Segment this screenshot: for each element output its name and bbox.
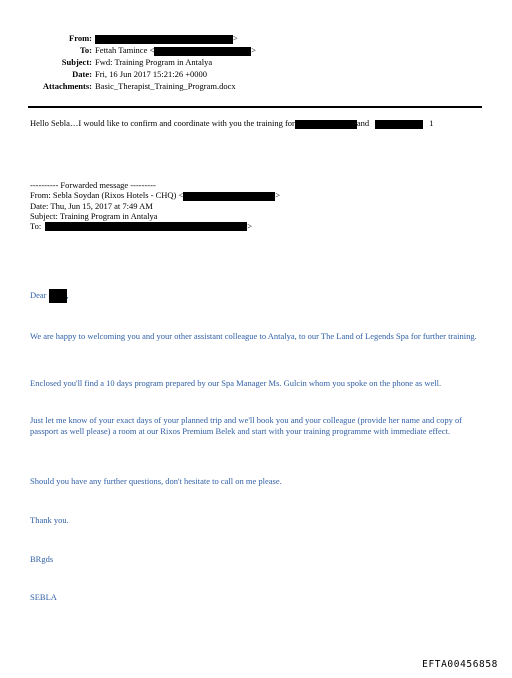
- paragraph-1: We are happy to welcoming you and your other assistant colleague to Antalya, to our The Land of Legends Spa for further training.: [30, 331, 477, 341]
- forwarded-header: [30, 180, 280, 231]
- redaction-box: [95, 35, 233, 44]
- closing-line: BRgds: [30, 554, 54, 564]
- forwarded-date: Date: Thu, Jun 15, 2017 at 7:49 AM: [30, 200, 153, 211]
- document-id: EFTA00456858: [422, 659, 498, 670]
- reply-line: Hello Sebla…I would like to confirm and coordinate with you the training for and 1: [30, 118, 434, 128]
- signature-line: SEBLA: [30, 592, 57, 602]
- date-label: Date:: [72, 69, 92, 79]
- forwarded-to: To: >: [30, 220, 253, 231]
- paragraph-4: Should you have any further questions, don't hesitate to call on me please.: [30, 476, 282, 486]
- header-date-row: [0, 68, 512, 80]
- subject-label: Subject:: [61, 57, 92, 67]
- header-subject-row: [0, 56, 512, 68]
- redaction-box: [295, 120, 357, 129]
- redaction-box: [154, 47, 251, 56]
- from-label: From:: [69, 33, 92, 43]
- greeting: Dear ,: [30, 289, 69, 303]
- from-value: >: [95, 32, 238, 44]
- header-attachments-row: [0, 80, 512, 92]
- paragraph-3: Just let me know of your exact days of your planned trip and we'll book you and your colleague (provide her name and copy of passport as well please) a room at our Rixos Premium Belek and start with your training programme with immediate effect.: [30, 415, 463, 436]
- to-value: Fettah Tamince < >: [95, 45, 257, 55]
- redaction-box: [375, 120, 423, 129]
- redaction-box: [183, 192, 275, 201]
- redaction-box: [45, 222, 247, 231]
- attachments-value: Basic_Therapist_Training_Program.docx: [95, 81, 236, 91]
- forwarded-from: From: Sebla Soydan (Rixos Hotels - CHQ) < >: [30, 190, 281, 200]
- forwarded-separator: ---------- Forwarded message ---------: [30, 180, 156, 190]
- attachments-label: Attachments:: [42, 81, 92, 91]
- thanks-line: Thank you.: [30, 515, 69, 525]
- forwarded-subject: Subject: Training Program in Antalya: [30, 210, 158, 221]
- paragraph-2: Enclosed you'll find a 10 days program prepared by our Spa Manager Ms. Gulcin whom you spoke on the phone as well.: [30, 378, 442, 388]
- to-label: To:: [80, 45, 92, 55]
- date-value: Fri, 16 Jun 2017 15:21:26 +0000: [95, 69, 207, 79]
- header-divider: [28, 106, 482, 108]
- header-to-row: [0, 44, 512, 56]
- redaction-box: [49, 289, 67, 303]
- header-from-row: [0, 32, 512, 44]
- subject-value: Fwd: Training Program in Antalya: [95, 57, 213, 67]
